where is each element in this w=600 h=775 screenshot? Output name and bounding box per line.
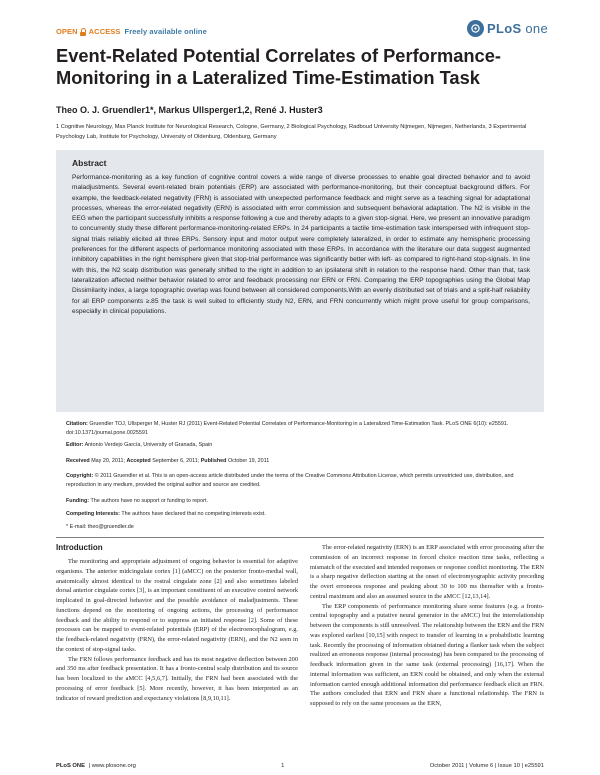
article-authors: Theo O. J. Gruendler1*, Markus Ullsperger1,2, René J. Huster3 bbox=[56, 105, 323, 115]
page-footer bbox=[56, 763, 544, 769]
paragraph: The monitoring and appropriate adjustment of ongoing behavior is essential for adaptive organisms. The anterior midcingulate cortex [1] (aMCC) on the posterior fronto-medial wall, anatomically almost identical to the rostral cingulate zone [2] and also sometimes labeled dorsal anterior cingulate cortex [3], is an important constituent of an executive control network implicated in goal-directed behavior and the possible avoidance of maladjustments. These functions depend on the monitoring of ongoing actions, the processing of performance feedback and the ability to respond or to suppress an initiated response [2]. Some of these processes can be mapped to event-related potentials (ERP) of the electroencephalogram, e.g. the feedback-related negativity (FRN), the error-related negativity (ERN), and the N2 seen in the context of stop-signal tasks. bbox=[56, 558, 298, 653]
accepted-date: September 6, 2011; bbox=[152, 458, 200, 464]
citation-label: Citation: bbox=[66, 421, 88, 427]
journal-logo-text bbox=[487, 21, 548, 36]
plos-logo-icon bbox=[467, 20, 484, 37]
editor-text: Antonio Verdejo García, University of Granada, Spain bbox=[84, 442, 213, 448]
introduction-heading: Introduction bbox=[56, 543, 103, 552]
funding-text: The authors have no support or funding to report. bbox=[90, 498, 208, 504]
article-title: Event-Related Potential Correlates of Performance-Monitoring in a Lateralized Time-Estimation Task bbox=[56, 45, 501, 88]
section-divider bbox=[56, 537, 544, 538]
paragraph: The ERP components of performance monitoring share some features (e.g. a fronto-central topography and a putative neural generator in the aMCC) but the interrelationship between the components is still unresolved. The relationship between the ERN and the FRN was explored earliest [10,15] with respect to transfer of learning in a probabilistic learning task. Recently the processing of information obtained during a flanker task when the subject realized an erroneous response (internal processing) has been compared to the processing of feedback information given in the same task (external processing) [16,17]. When the internal information was sufficient, an ERN could be obtained, and only when the external information carried enough additional information did performance feedback elicit an FRN. The authors concluded that ERN and FRN share a functional relationship. The FRN is supposed to rely on the same processes as the ERN, bbox=[310, 602, 544, 707]
body-column-right bbox=[310, 543, 544, 709]
footer-journal: PLoS ONE | www.plosone.org bbox=[56, 763, 136, 769]
received-date: May 20, 2011; bbox=[91, 458, 125, 464]
copyright-text: © 2011 Gruendler et al. This is an open-access article distributed under the terms of the Creative Commons Attribution License, which permits unrestricted use, distribution, and reproduction in any medium, provided the original author and source are credited. bbox=[66, 473, 514, 488]
funding-line bbox=[66, 497, 544, 506]
open-lock-icon bbox=[80, 28, 87, 36]
paragraph: The error-related negativity (ERN) is an ERP associated with error processing after the commission of an incorrect response in forced choice reaction time tasks, reflecting a mismatch of the executed and intended responses or response conflict monitoring. The ERN is a sharp negative deflection starting at the onset of electromyographic activity preceding the overt erroneous response and peaking about 30 to 100 ms thereafter with a fronto-central maximum and also an assumed source in the aMCC [12,13,14]. bbox=[310, 544, 545, 600]
copyright-label: Copyright: bbox=[66, 473, 94, 479]
page-number: 1 bbox=[281, 763, 285, 769]
funding-label: Funding: bbox=[66, 498, 90, 504]
body-column-left bbox=[56, 557, 298, 703]
competing-text: The authors have declared that no competing interests exist. bbox=[121, 511, 266, 517]
footer-issue: October 2011 | Volume 6 | Issue 10 | e25591 bbox=[429, 763, 544, 769]
open-label: OPEN bbox=[56, 27, 78, 36]
email-text[interactable]: * E-mail: theo@gruendler.de bbox=[66, 524, 134, 530]
citation-text: Gruendler TOJ, Ullsperger M, Huster RJ (2011) Event-Related Potential Correlates of Performance-Monitoring in a Lateralized Time-Estimation Task. PLoS ONE 6(10): e25591. doi:10.1371/journal.pone.0025591 bbox=[66, 421, 509, 436]
article-affiliations: 1 Cognitive Neurology, Max Planck Institute for Neurological Research, Cologne, Germany, 2 Biological Psychology, Radboud University Nijmegen, Nijmegen, Netherlands, 3 Experimental Psychology Lab, Institute for Psychology, University of Oldenburg, Oldenburg, Germany bbox=[56, 124, 527, 140]
freely-available-label: Freely available online bbox=[124, 27, 207, 36]
competing-interests-line bbox=[66, 510, 544, 519]
published-label: Published bbox=[200, 458, 227, 464]
received-label: Received bbox=[66, 458, 90, 464]
email-line[interactable] bbox=[66, 523, 544, 532]
citation-line bbox=[66, 420, 544, 437]
paragraph: The FRN follows performance feedback and has its most negative deflection between 200 and 350 ms after feedback presentation. It has a fronto-central scalp distribution and its source has been localized to the aMCC [4,5,6,7]. Initially, the FRN had been associated with the processing of error feedback [5]. More recently, however, it has been interpreted as an indicator of reward prediction and expectancy violations [8,9,10,11]. bbox=[56, 655, 298, 702]
copyright-line bbox=[66, 472, 544, 489]
logo-one: one bbox=[525, 21, 548, 36]
abstract-heading: Abstract bbox=[72, 158, 107, 168]
journal-logo[interactable] bbox=[467, 20, 548, 37]
footer-url[interactable]: www.plosone.org bbox=[91, 763, 136, 769]
footer-journal-name: PLoS ONE bbox=[56, 763, 85, 769]
open-access-badge bbox=[56, 27, 207, 36]
editor-label: Editor: bbox=[66, 442, 84, 448]
editor-line bbox=[66, 441, 544, 450]
dates-line bbox=[66, 457, 544, 466]
published-date: October 19, 2011 bbox=[227, 458, 270, 464]
competing-label: Competing Interests: bbox=[66, 511, 120, 517]
abstract-box bbox=[56, 150, 544, 412]
access-label: ACCESS bbox=[88, 27, 121, 36]
accepted-label: Accepted bbox=[126, 458, 151, 464]
abstract-text: Performance-monitoring as a key function of cognitive control covers a wide range of diverse processes to enable goal directed behavior and to avoid maladjustments. Several event-related brain potentials (ERP) are associated with performance-monitoring, but their conceptual background differs. For example, the feedback-related negativity (FRN) is associated with unexpected performance feedback and might serve as a teaching signal for adaptational processes, whereas the error-related negativity (ERN) is associated with error commission and subsequent behavioral adaptation. The N2 is visible in the EEG when the participant successfully inhibits a response following a cue and thereby adapts to a given stop-signal. Here, we present an innovative paradigm to concurrently study these different performance-monitoring-related ERPs. In 24 participants a tactile time-estimation task interspersed with infrequent stop-signal trials reliably elicited all three ERPs. Sensory input and motor output were completely lateralized, in order to estimate any hemispheric processing preferences for the different aspects of performance monitoring associated with these ERPs. In accordance with the literature our data suggest augmented inhibitory capabilities in the right hemisphere given that stop-trial performance was significantly better with left- as compared to right-hand stop-signals. In line with this, the N2 scalp distribution was generally shifted to the right in addition to an ipsilateral shift in relation to the response hand. Other than that, task lateralization affected neither behavior related to error and feedback processing nor ERN or FRN. Comparing the ERP topographies using the Global Map Dissimilarity index, a large topographic overlap was found between all considered components.With an evenly distributed set of trials and a split-half reliability for all ERP components ≥.85 the task is well suited to efficiently study N2, ERN, and FRN concurrently which might prove useful for group comparisons, especially in clinical populations. bbox=[72, 174, 530, 315]
logo-plos: PLoS bbox=[487, 21, 522, 36]
